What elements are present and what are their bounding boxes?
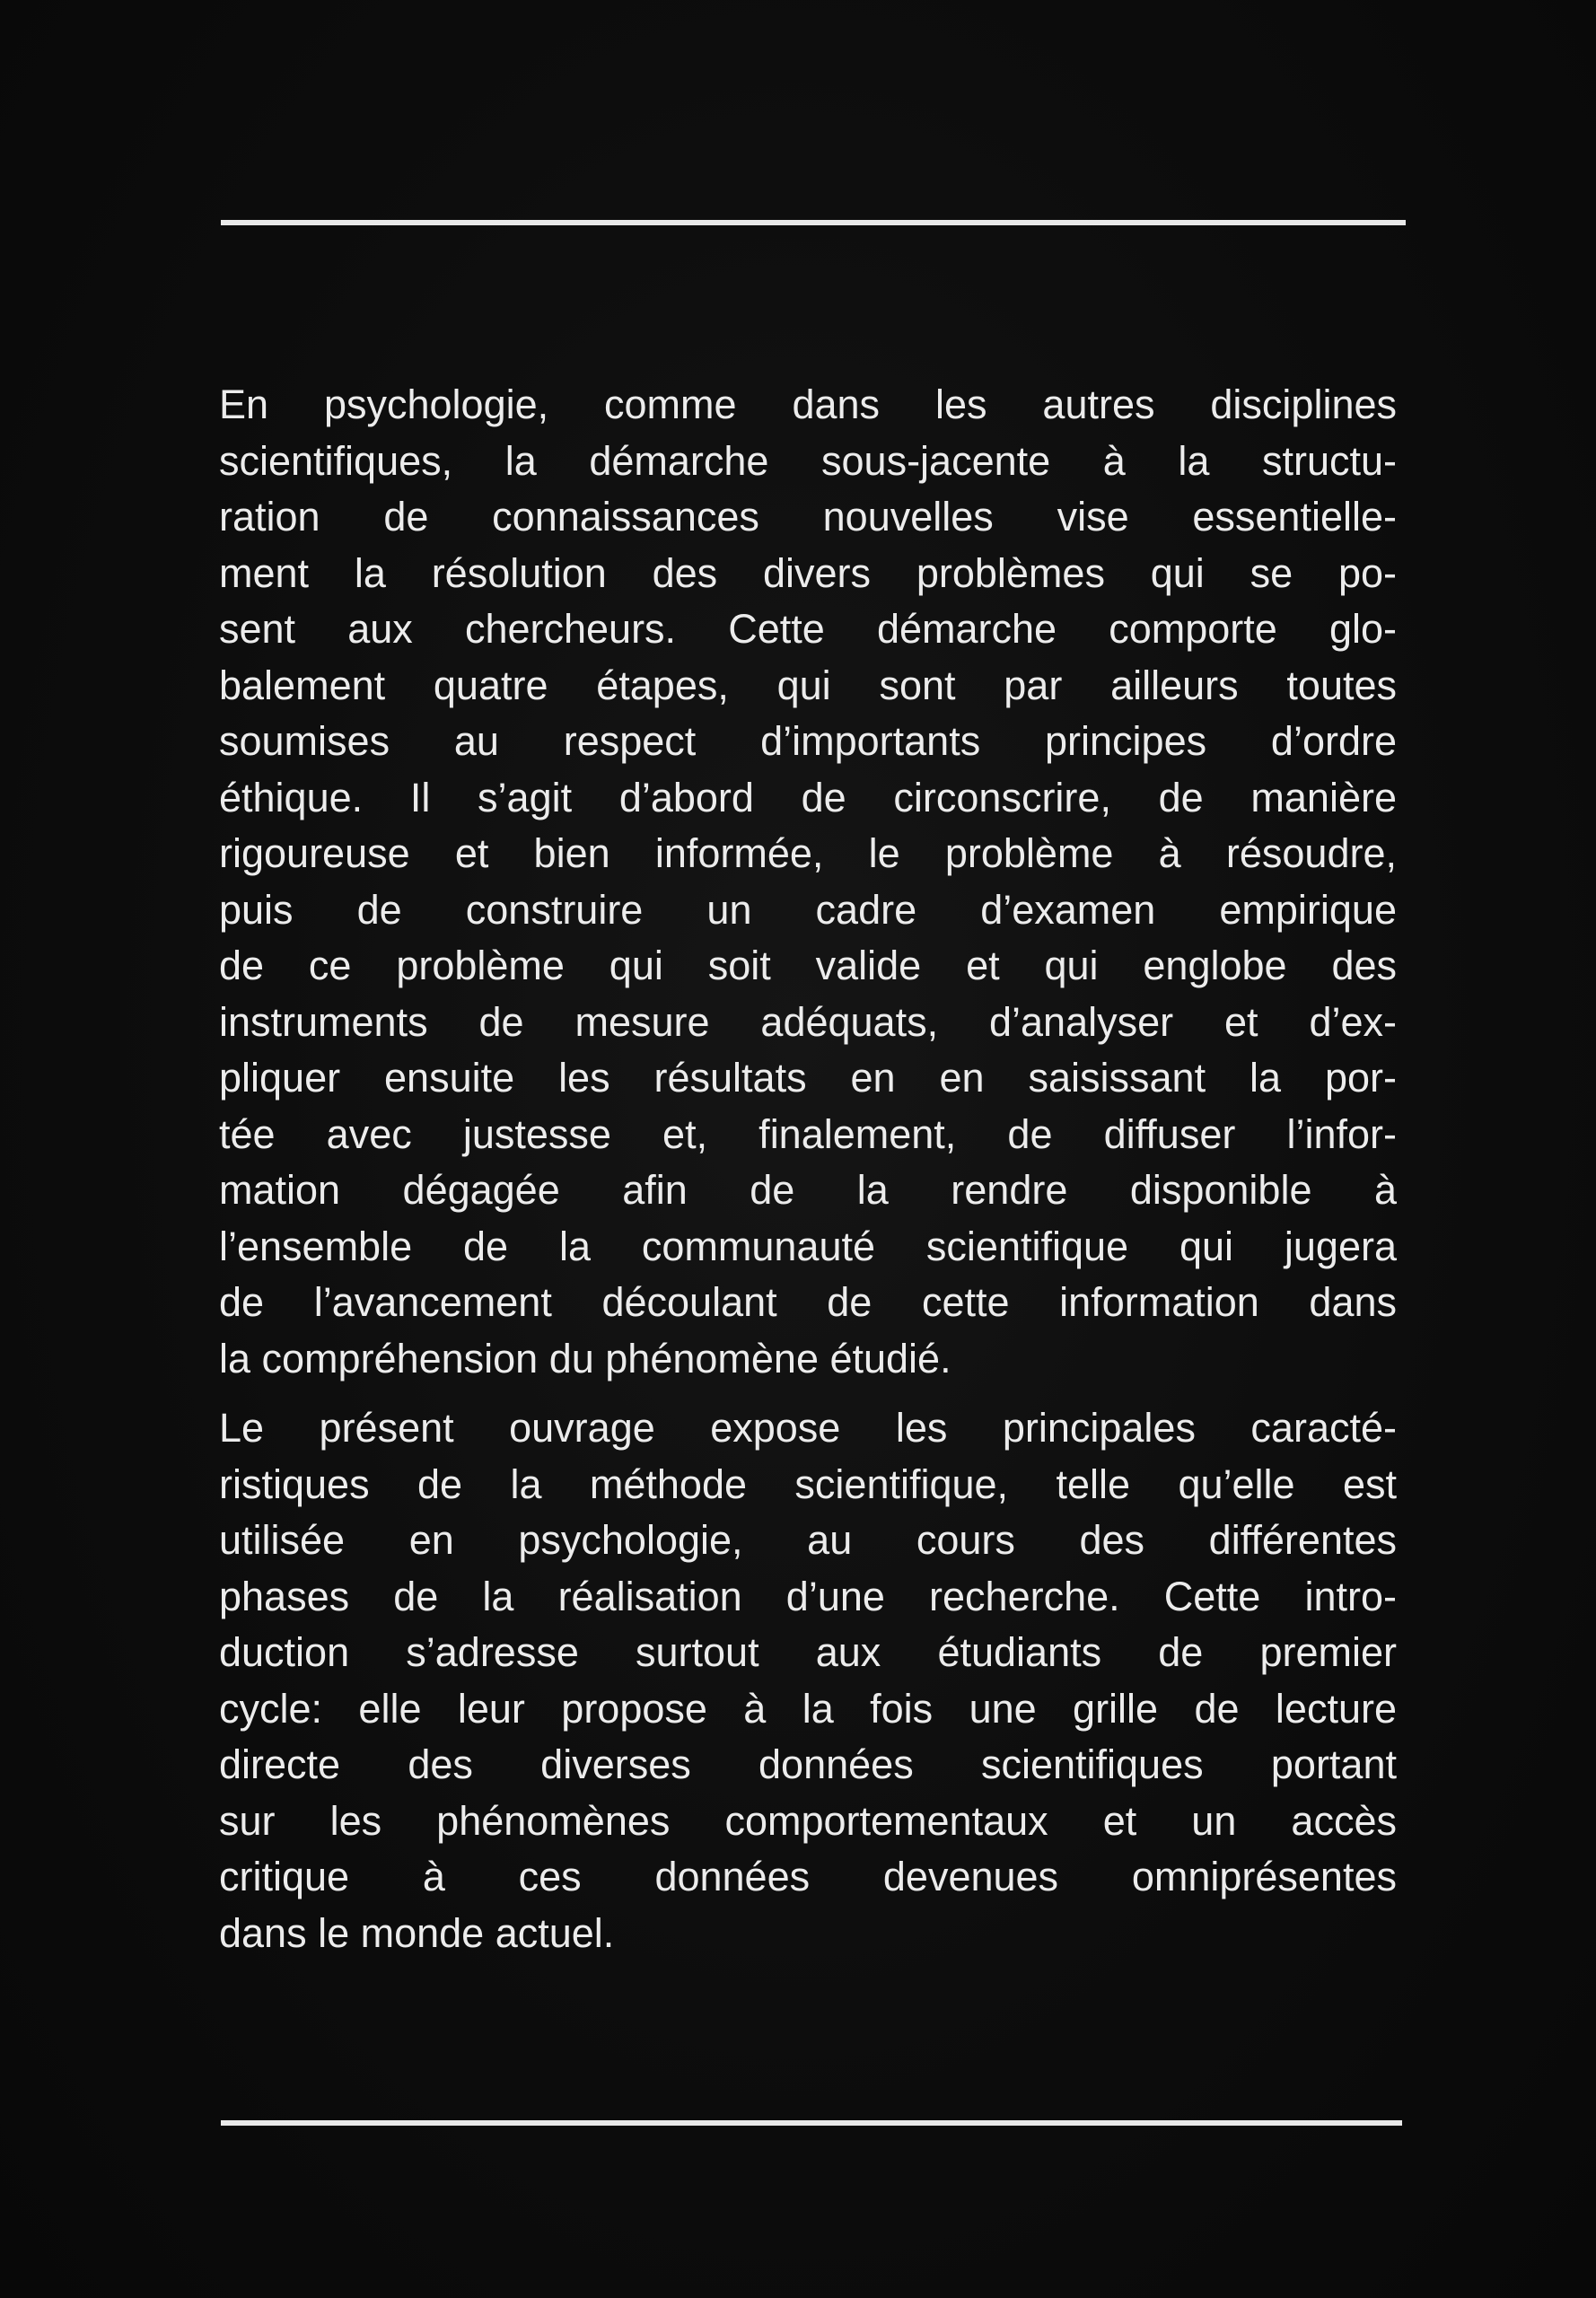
text-line: ration de connaissances nouvelles vise essentielle- <box>219 494 1397 539</box>
text-line: En psychologie, comme dans les autres disciplines <box>219 382 1397 427</box>
text-line: critique à ces données devenues omniprésentes <box>219 1854 1397 1899</box>
text-line: sur les phénomènes comportementaux et un accès <box>219 1797 1397 1844</box>
cover-blurb <box>219 377 1397 1961</box>
text-line: duction s’adresse surtout aux étudiants de premier <box>219 1629 1397 1675</box>
text-line: soumises au respect d’importants principes d’ordre <box>219 718 1397 764</box>
text-line: ristiques de la méthode scientifique, telle qu’elle est <box>219 1460 1397 1507</box>
text-line: Le présent ouvrage expose les principales caracté- <box>219 1405 1397 1451</box>
text-line: sent aux chercheurs. Cette démarche comporte glo- <box>219 606 1397 652</box>
text-line: puis de construire un cadre d’examen empirique <box>219 886 1397 933</box>
top-divider-rule <box>221 220 1406 225</box>
text-line: pliquer ensuite les résultats en en saisissant la por- <box>219 1055 1397 1101</box>
text-line: dans le monde actuel. <box>219 1909 615 1956</box>
text-line: scientifiques, la démarche sous-jacente à la structu- <box>219 437 1397 484</box>
text-line: mation dégagée afin de la rendre disponible à <box>219 1167 1397 1213</box>
text-line: de ce problème qui soit valide et qui englobe des <box>219 943 1397 988</box>
text-line: ment la résolution des divers problèmes qui se po- <box>219 549 1397 596</box>
blurb-paragraph-1 <box>219 377 1397 1387</box>
text-line: cycle: elle leur propose à la fois une grille de lecture <box>219 1685 1397 1732</box>
text-line: éthique. Il s’agit d’abord de circonscrire, de manière <box>219 774 1397 820</box>
bottom-divider-rule <box>221 2120 1402 2126</box>
text-line: utilisée en psychologie, au cours des différentes <box>219 1517 1397 1563</box>
blurb-paragraph-2 <box>219 1400 1397 1961</box>
text-line: phases de la réalisation d’une recherche. Cette intro- <box>219 1573 1397 1619</box>
text-line: instruments de mesure adéquats, d’analyser et d’ex- <box>219 998 1397 1045</box>
text-line: rigoureuse et bien informée, le problème à résoudre, <box>219 830 1397 876</box>
text-line: balement quatre étapes, qui sont par ailleurs toutes <box>219 662 1397 708</box>
text-line: directe des diverses données scientifiques portant <box>219 1741 1397 1787</box>
text-line: la compréhension du phénomène étudié. <box>219 1335 951 1381</box>
text-line: de l’avancement découlant de cette information dans <box>219 1279 1397 1325</box>
text-line: l’ensemble de la communauté scientifique qui jugera <box>219 1223 1397 1269</box>
text-line: tée avec justesse et, finalement, de diffuser l’infor- <box>219 1110 1397 1157</box>
